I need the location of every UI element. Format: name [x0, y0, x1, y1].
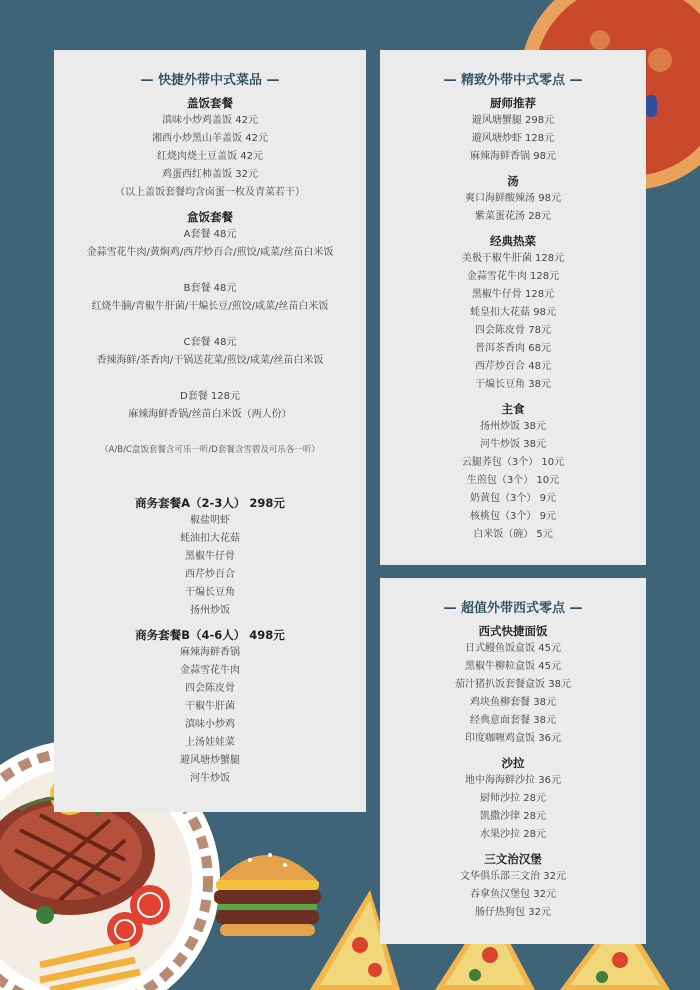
menu-item: 四会陈皮骨	[185, 683, 235, 694]
menu-item: 经典意面套餐 38元	[470, 715, 556, 726]
menu-item: 文华俱乐部三文治 32元	[460, 871, 566, 882]
section-note: （A/B/C盒饭套餐含可乐一听/D套餐含雪碧及可乐各一听）	[100, 445, 320, 455]
section-heading: 盖饭套餐	[187, 96, 233, 110]
section-heading: 厨师推荐	[490, 96, 536, 110]
menu-item: 奶黄包（3个） 9元	[470, 493, 556, 504]
menu-item: 蚝皇扣大花菇 98元	[470, 307, 556, 318]
menu-item: 厨师沙拉 28元	[480, 793, 546, 804]
menu-item: 椒盐明虾	[190, 515, 230, 526]
menu-item: 黑椒牛仔骨 128元	[471, 289, 555, 300]
menu-item: 云腿荞包（3个） 10元	[461, 457, 565, 468]
menu-item: 滇味小炒鸡盖饭 42元	[162, 115, 258, 126]
menu-item: 避风塘炒蟹腿	[180, 755, 240, 766]
menu-item: 干椒牛肝菌	[185, 701, 235, 712]
menu-item: 金蒜雪花牛肉	[180, 665, 240, 676]
menu-item: 滇味小炒鸡	[185, 719, 235, 730]
section-heading: 主食	[501, 402, 525, 416]
section-heading: 沙拉	[501, 756, 525, 770]
section-heading: 西式快捷面饭	[478, 624, 548, 638]
menu-item: 红烧肉烧土豆盖饭 42元	[157, 151, 263, 162]
menu-item: 干煸长豆角	[185, 587, 235, 598]
menu-item: 核桃包（3个） 9元	[470, 511, 556, 522]
panel-title: — 精致外带中式零点 —	[443, 73, 583, 88]
set-description: 香辣海鲜/茶香肉/干锅送花菜/煎饺/咸菜/丝苗白米饭	[96, 355, 324, 366]
menu-item: 美极干椒牛肝菌 128元	[461, 253, 565, 264]
panel-title: — 快捷外带中式菜品 —	[140, 73, 280, 88]
set-label: A套餐 48元	[183, 229, 237, 240]
set-description: 金蒜雪花牛肉/黄焖鸡/西芹炒百合/煎饺/咸菜/丝苗白米饭	[86, 247, 334, 258]
set-label: B套餐 48元	[183, 283, 237, 294]
menu-item: 河牛炒饭	[190, 773, 230, 784]
set-description: 红烧牛腩/青椒牛肝菌/干煸长豆/煎饺/咸菜/丝苗白米饭	[91, 301, 329, 312]
menu-item: 日式鳗鱼饭盒饭 45元	[465, 643, 561, 654]
menu-item: 印度咖喱鸡盒饭 36元	[465, 733, 561, 744]
set-label: C套餐 48元	[183, 337, 237, 348]
section-note: （以上盖饭套餐均含卤蛋一枚及青菜若干）	[115, 187, 305, 198]
western-a-la-carte-panel	[380, 578, 646, 944]
section-heading: 经典热菜	[490, 234, 536, 248]
menu-item: 茄汁猪扒饭套餐盒饭 38元	[455, 679, 571, 690]
set-label: D套餐 128元	[180, 391, 240, 402]
menu-item: 鸡蛋西红柿盖饭 32元	[162, 169, 258, 180]
menu-item: 避风塘炒虾 128元	[471, 133, 555, 144]
menu-item: 普洱茶香肉 68元	[475, 343, 551, 354]
menu-item: 麻辣海鲜香锅 98元	[470, 151, 556, 162]
menu-item: 黑椒牛仔骨	[185, 551, 235, 562]
menu-item: 鸡块鱼柳套餐 38元	[470, 697, 556, 708]
menu-item: 肠仔热狗包 32元	[475, 907, 551, 918]
section-heading: 盒饭套餐	[187, 210, 233, 224]
menu-item: 四会陈皮骨 78元	[475, 325, 551, 336]
menu-item: 避风塘蟹腿 298元	[471, 115, 555, 126]
menu-item: 扬州炒饭 38元	[480, 421, 546, 432]
menu-item: 水果沙拉 28元	[480, 829, 546, 840]
menu-item: 地中海海鲜沙拉 36元	[465, 775, 561, 786]
panel-title: — 超值外带西式零点 —	[443, 601, 583, 616]
menu-item: 凯撒沙律 28元	[480, 811, 546, 822]
menu-item: 紫菜蛋花汤 28元	[475, 211, 551, 222]
menu-item: 湘西小炒黑山羊盖饭 42元	[152, 133, 268, 144]
menu-item: 黑椒牛柳粒盒饭 45元	[465, 661, 561, 672]
menu-item: 干煸长豆角 38元	[475, 379, 551, 390]
set-description: 麻辣海鲜香锅/丝苗白米饭（两人份）	[128, 409, 292, 420]
menu-item: 蚝油扣大花菇	[180, 533, 240, 544]
menu-item: 上汤娃娃菜	[185, 737, 235, 748]
chinese-a-la-carte-panel	[380, 50, 646, 565]
menu-item: 西芹炒百合 48元	[475, 361, 551, 372]
section-heading: 汤	[507, 174, 519, 188]
menu-item: 西芹炒百合	[185, 569, 235, 580]
menu-item: 扬州炒饭	[190, 605, 230, 616]
menu-item: 麻辣海鲜香锅	[180, 647, 240, 658]
menu-item: 金蒜雪花牛肉 128元	[466, 271, 560, 282]
section-heading: 商务套餐B（4-6人） 498元	[135, 628, 285, 642]
chinese-takeaway-dishes-panel	[54, 50, 366, 812]
section-heading: 商务套餐A（2-3人） 298元	[135, 496, 285, 510]
menu-item: 爽口海鲜酸辣汤 98元	[465, 193, 561, 204]
menu-item: 吞拿鱼汉堡包 32元	[470, 889, 556, 900]
section-heading: 三文治汉堡	[484, 852, 542, 866]
menu-item: 河牛炒饭 38元	[480, 439, 546, 450]
menu-item: 生煎包（3个） 10元	[466, 475, 560, 486]
menu-item: 白米饭（碗） 5元	[473, 529, 553, 540]
